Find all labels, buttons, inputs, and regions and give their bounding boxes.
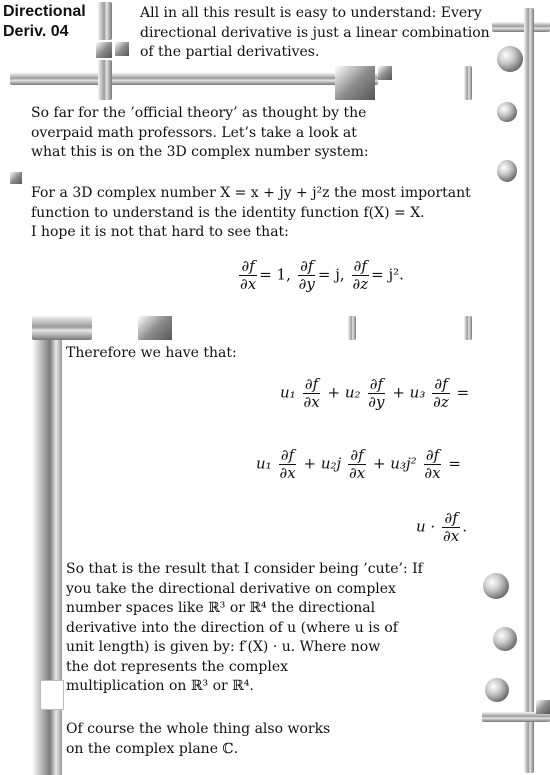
decor-sphere [497,46,523,72]
decor-vertical-bar [348,316,356,340]
decor-sphere [497,160,517,182]
decor-sphere [483,573,509,599]
decor-square [96,42,112,58]
decor-horizontal-bar-top [10,73,378,85]
decor-square [115,42,129,56]
identity-line-1: For a 3D complex number X = x + jy + j²z the most important [31,185,471,201]
decor-vertical-bar-top-left [98,2,112,40]
slide-title-line-2: Deriv. 04 [3,23,69,40]
decor-horizontal-bar-right-top [492,22,550,32]
theory-line-1: So far for the ’official theory’ as thought by the [31,105,367,121]
decor-sphere [485,678,509,702]
decor-vertical-bar [98,60,112,100]
equation-line-3: u₁ $\frac{\partial f}{\partial x}$ + u₂j $\frac{\partial f}{\partial x}$ + u₃j² $\frac{\partial f}{\partial x}$ = [256,446,461,482]
intro-line-3: of the partial derivatives. [140,44,320,60]
equation-line-4: u · $\frac{\partial f}{\partial x}$ . [416,509,467,545]
identity-paragraph [31,184,501,243]
decor-vertical-bar [464,316,472,340]
intro-line-2: directional derivative is just a linear combination [140,24,490,41]
therefore-text: Therefore we have that: [66,345,237,361]
theory-line-3: what this is on the 3D complex number system: [31,144,369,160]
equation-line-2: u₁ $\frac{\partial f}{\partial x}$ + u₂ $\frac{\partial f}{\partial y}$ + u₃ $\frac{\partial f}{\partial z}$ = [280,375,470,411]
decor-vertical-bar-right [524,8,534,773]
result-line-6: the dot represents the complex [66,658,289,675]
fraction-df-dx: $\frac{\partial f}{\partial x}$ [240,257,257,293]
theory-line-2: overpaid math professors. Let’s take a look at [31,124,357,141]
decor-sphere [493,627,517,651]
complex-plane-line-2: on the complex plane ℂ. [66,740,239,757]
decor-square [10,172,22,184]
decor-square [138,316,172,340]
slide-title [3,2,86,42]
complex-plane-paragraph [66,720,406,759]
intro-paragraph [140,4,490,63]
decor-square [335,66,375,100]
result-line-5: unit length) is given by: f′(X) · u. Where now [66,639,381,655]
slide-title-line-1: Directional [3,3,86,20]
result-line-3: number spaces like ℝ³ or ℝ⁴ the directional [66,600,376,616]
decor-notch [40,680,64,710]
identity-line-3: I hope it is not that hard to see that: [31,224,289,240]
decor-sphere [497,102,517,122]
fraction-df-dz: $\frac{\partial f}{\partial z}$ [352,257,369,293]
decor-vertical-bar [464,66,472,100]
complex-plane-line-1: Of course the whole thing also works [66,721,331,737]
identity-line-2: function to understand is the identity function f(X) = X. [31,204,425,221]
decor-square [536,700,550,714]
decor-square [378,66,392,80]
decor-horizontal-bar-mid [32,316,92,340]
partial-derivatives-equation: $\frac{\partial f}{\partial x}$ = 1, $\frac{\partial f}{\partial y}$ = j, $\frac{\partial f}{\partial z}$ = j². [240,257,404,293]
theory-paragraph [31,104,391,163]
intro-line-1: All in all this result is easy to understand: Every [140,5,482,21]
result-line-1: So that is the result that I consider being ’cute’: If [66,561,423,577]
fraction-df-dy: $\frac{\partial f}{\partial y}$ [298,257,315,293]
result-line-4: derivative into the direction of u (where u is of [66,619,398,636]
result-paragraph [66,560,446,697]
result-line-7: multiplication on ℝ³ or ℝ⁴. [66,678,254,694]
result-line-2: you take the directional derivative on complex [66,580,396,597]
